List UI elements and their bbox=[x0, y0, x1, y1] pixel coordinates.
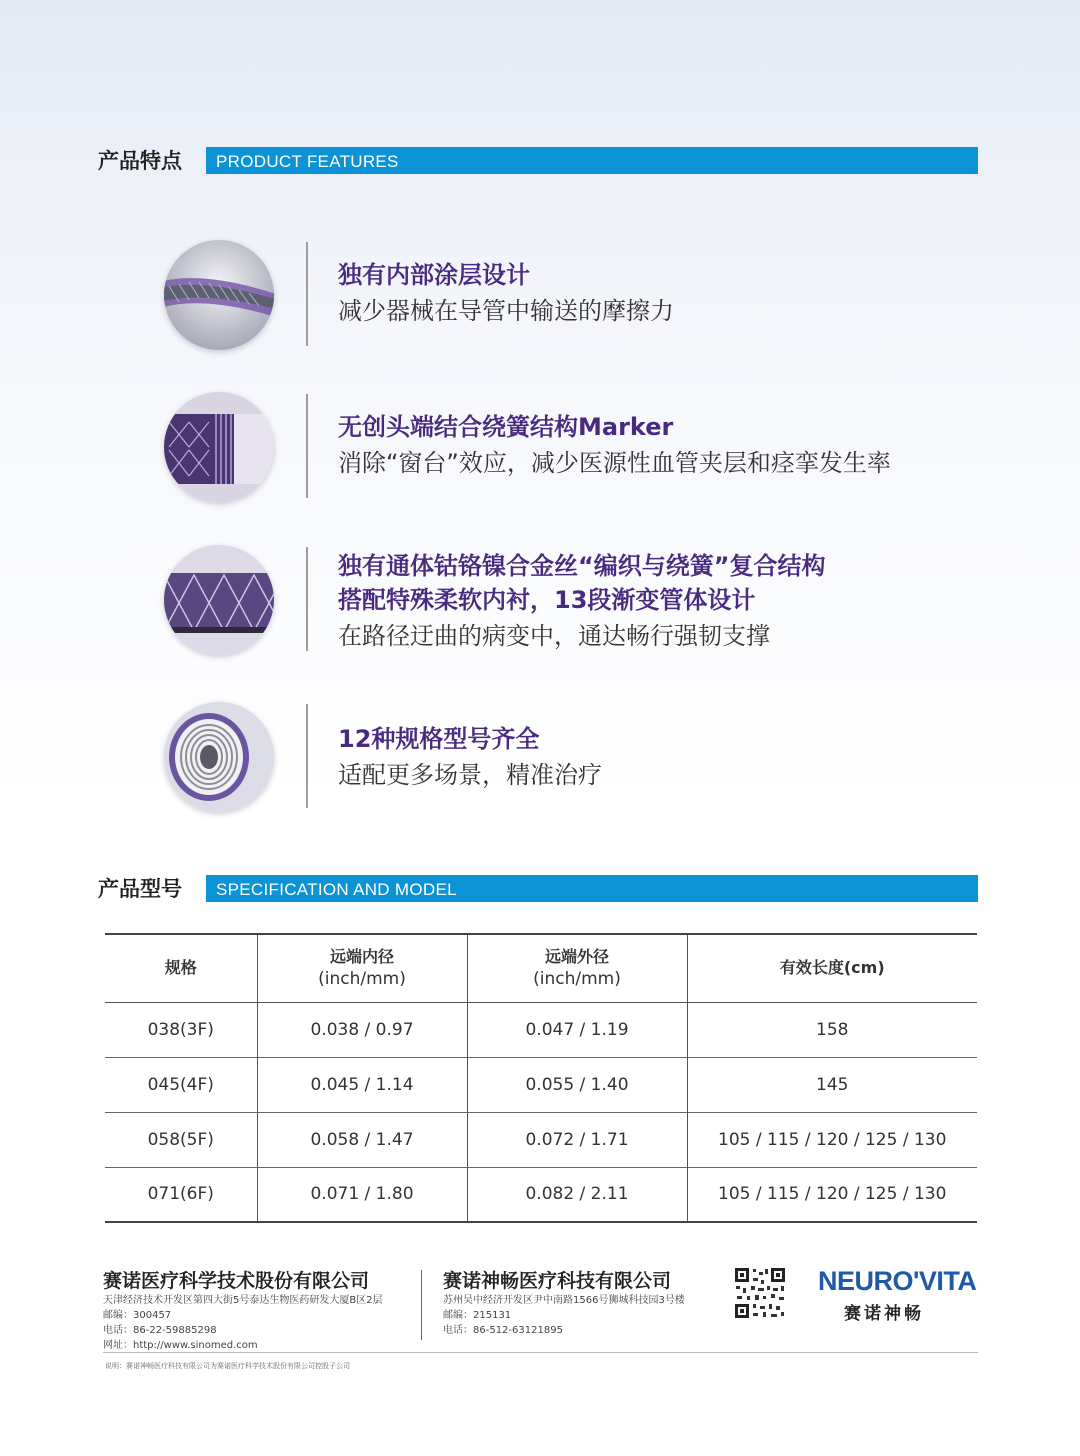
spec-table bbox=[105, 933, 977, 1223]
feature-divider bbox=[306, 547, 308, 651]
inner-coating-image bbox=[164, 240, 274, 350]
company-sinomed-postcode: 邮编：300457 bbox=[103, 1310, 172, 1321]
company-sinomed-address: 天津经济技术开发区第四大街5号泰达生物医药研发大厦B区2层 bbox=[103, 1295, 383, 1306]
company-neurovita-name: 赛诺神畅医疗科技有限公司 bbox=[443, 1270, 672, 1292]
cell-size: 058(5F) bbox=[147, 1129, 214, 1150]
feature-description: 适配更多场景，精准治疗 bbox=[338, 761, 602, 789]
cell-inner: 0.038 / 0.97 bbox=[257, 1002, 467, 1057]
cell-outer: 0.047 / 1.19 bbox=[467, 1002, 687, 1057]
company-sinomed-name: 赛诺医疗科学技术股份有限公司 bbox=[103, 1270, 370, 1292]
features-title-cn: 产品特点 bbox=[98, 149, 182, 173]
feature-divider bbox=[306, 394, 308, 498]
cell-inner: 0.071 / 1.80 bbox=[257, 1167, 467, 1222]
feature-item bbox=[164, 545, 984, 655]
header-size: 规格 bbox=[164, 958, 197, 978]
feature-heading: 12种规格型号齐全 bbox=[338, 725, 540, 753]
table-row bbox=[105, 1057, 977, 1112]
feature-item bbox=[164, 240, 984, 350]
company-sinomed-website[interactable]: 网址：http://www.sinomed.com bbox=[103, 1340, 258, 1351]
cell-length: 105 / 115 / 120 / 125 / 130 bbox=[687, 1167, 977, 1222]
feature-heading: 独有通体钴铬镍合金丝“编织与绕簧”复合结构 bbox=[338, 552, 826, 580]
footer-note: 说明：赛诺神畅医疗科技有限公司为赛诺医疗科学技术股份有限公司控股子公司 bbox=[105, 1362, 350, 1370]
feature-divider bbox=[306, 242, 308, 346]
cell-length: 105 / 115 / 120 / 125 / 130 bbox=[687, 1112, 977, 1167]
cell-inner: 0.045 / 1.14 bbox=[257, 1057, 467, 1112]
company-sinomed-phone: 电话：86-22-59885298 bbox=[103, 1325, 217, 1336]
cell-length: 145 bbox=[687, 1057, 977, 1112]
company-neurovita bbox=[443, 1266, 685, 1338]
table-header-row bbox=[105, 934, 977, 1002]
cell-outer: 0.055 / 1.40 bbox=[467, 1057, 687, 1112]
features-section-title bbox=[98, 147, 399, 173]
feature-description: 消除“窗台”效应，减少医源性血管夹层和痉挛发生率 bbox=[338, 449, 891, 477]
table-row bbox=[105, 1002, 977, 1057]
footer-rule bbox=[103, 1352, 978, 1353]
cell-length: 158 bbox=[687, 1002, 977, 1057]
spec-title-cn: 产品型号 bbox=[98, 877, 182, 901]
logo-text-en: NEURO'VITA bbox=[818, 1266, 977, 1296]
cell-size: 071(6F) bbox=[147, 1184, 214, 1205]
header-length: 有效长度(cm) bbox=[687, 934, 977, 1002]
company-neurovita-phone: 电话：86-512-63121895 bbox=[443, 1325, 563, 1336]
company-sinomed bbox=[103, 1266, 383, 1353]
cell-size: 045(4F) bbox=[147, 1074, 214, 1095]
feature-heading-line2: 搭配特殊柔软内衬，13段渐变管体设计 bbox=[338, 586, 756, 614]
feature-item bbox=[164, 392, 984, 502]
table-row bbox=[105, 1112, 977, 1167]
cell-size: 038(3F) bbox=[147, 1019, 214, 1040]
cell-inner: 0.058 / 1.47 bbox=[257, 1112, 467, 1167]
header-outer-diameter: 远端外径 (inch/mm) bbox=[467, 934, 687, 1002]
features-title-en: PRODUCT FEATURES bbox=[206, 147, 978, 174]
feature-description: 在路径迂曲的病变中，通达畅行强韧支撑 bbox=[338, 622, 770, 650]
braided-structure-image bbox=[164, 545, 274, 655]
spec-title-en: SPECIFICATION AND MODEL bbox=[206, 875, 978, 902]
spec-section-title bbox=[98, 875, 457, 901]
feature-item bbox=[164, 702, 984, 812]
atraumatic-tip-image bbox=[164, 392, 274, 502]
header-inner-diameter: 远端内径 (inch/mm) bbox=[257, 934, 467, 1002]
feature-heading: 无创头端结合绕簧结构Marker bbox=[338, 413, 674, 441]
qr-code-icon bbox=[733, 1266, 787, 1320]
neurovita-logo bbox=[818, 1266, 983, 1324]
table-row bbox=[105, 1167, 977, 1222]
cell-outer: 0.082 / 2.11 bbox=[467, 1167, 687, 1222]
logo-text-cn: 赛诺神畅 bbox=[844, 1304, 924, 1324]
company-neurovita-address: 苏州吴中经济开发区尹中南路1566号狮城科技园3号楼 bbox=[443, 1295, 685, 1306]
feature-description: 减少器械在导管中输送的摩擦力 bbox=[338, 297, 674, 325]
feature-heading: 独有内部涂层设计 bbox=[338, 261, 530, 289]
feature-divider bbox=[306, 704, 308, 808]
cell-outer: 0.072 / 1.71 bbox=[467, 1112, 687, 1167]
models-cross-section-image bbox=[164, 702, 274, 812]
footer-divider bbox=[421, 1270, 422, 1340]
company-neurovita-postcode: 邮编：215131 bbox=[443, 1310, 512, 1321]
